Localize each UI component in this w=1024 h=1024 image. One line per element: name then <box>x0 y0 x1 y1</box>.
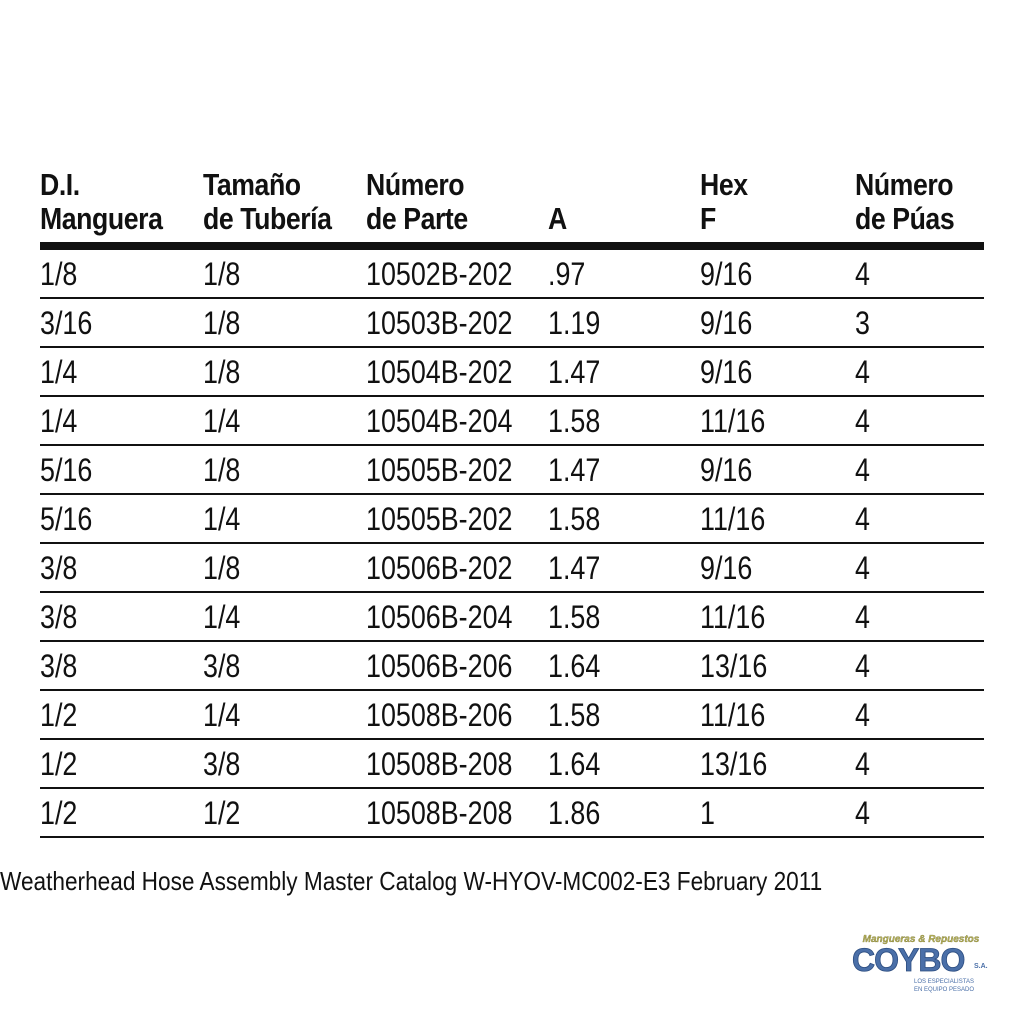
cell-hex-f: 9/16 <box>700 256 753 292</box>
table-row <box>40 495 984 544</box>
cell-part-number: 10508B-208 <box>366 746 513 782</box>
cell-barb-count: 4 <box>855 452 870 488</box>
cell-hose-id: 5/16 <box>40 501 93 537</box>
table-body <box>40 250 984 838</box>
cell-pipe-size: 1/4 <box>203 599 241 635</box>
cell-pipe-size: 3/8 <box>203 746 241 782</box>
cell-part-number: 10506B-204 <box>366 599 513 635</box>
table-row <box>40 593 984 642</box>
cell-part-number: 10505B-202 <box>366 452 513 488</box>
cell-barb-count: 3 <box>855 305 870 341</box>
coybo-logo <box>846 930 996 1000</box>
cell-part-number: 10505B-202 <box>366 501 513 537</box>
cell-hex-f: 9/16 <box>700 452 753 488</box>
catalog-caption: Weatherhead Hose Assembly Master Catalog W-HYOV-MC002-E3 February 2011 <box>0 866 823 896</box>
table-row <box>40 740 984 789</box>
svg-text:LOS ESPECIALISTAS: LOS ESPECIALISTAS <box>914 979 974 985</box>
cell-barb-count: 4 <box>855 256 870 292</box>
header-barb-count: Número de Púas <box>855 167 955 236</box>
cell-hose-id: 3/8 <box>40 648 78 684</box>
cell-hose-id: 1/2 <box>40 746 78 782</box>
cell-part-number: 10504B-202 <box>366 354 513 390</box>
cell-barb-count: 4 <box>855 697 870 733</box>
cell-pipe-size: 1/8 <box>203 354 241 390</box>
cell-hex-f: 11/16 <box>700 599 766 635</box>
cell-pipe-size: 1/2 <box>203 795 241 831</box>
cell-a: 1.86 <box>548 795 601 831</box>
cell-hex-f: 11/16 <box>700 403 766 439</box>
cell-part-number: 10504B-204 <box>366 403 513 439</box>
table-row <box>40 299 984 348</box>
header-part-number: Número de Parte <box>366 167 468 236</box>
fittings-table <box>40 160 984 838</box>
cell-a: 1.58 <box>548 403 601 439</box>
cell-hose-id: 3/8 <box>40 599 78 635</box>
cell-pipe-size: 3/8 <box>203 648 241 684</box>
header-hex-f: Hex F <box>700 167 748 236</box>
table-row <box>40 789 984 838</box>
cell-pipe-size: 1/8 <box>203 256 241 292</box>
cell-part-number: 10506B-202 <box>366 550 513 586</box>
cell-part-number: 10508B-208 <box>366 795 513 831</box>
svg-text:COYBO: COYBO <box>852 942 965 978</box>
table-row <box>40 348 984 397</box>
cell-barb-count: 4 <box>855 648 870 684</box>
cell-hose-id: 5/16 <box>40 452 93 488</box>
cell-pipe-size: 1/8 <box>203 305 241 341</box>
cell-a: 1.64 <box>548 648 601 684</box>
cell-barb-count: 4 <box>855 354 870 390</box>
cell-hose-id: 1/2 <box>40 795 78 831</box>
cell-a: 1.19 <box>548 305 601 341</box>
table-row <box>40 446 984 495</box>
header-pipe-size: Tamaño de Tubería <box>203 167 332 236</box>
cell-hex-f: 1 <box>700 795 715 831</box>
cell-barb-count: 4 <box>855 403 870 439</box>
cell-hose-id: 3/16 <box>40 305 93 341</box>
cell-hose-id: 1/4 <box>40 354 78 390</box>
table-row <box>40 691 984 740</box>
coybo-logo-graphic <box>846 930 996 1000</box>
cell-part-number: 10503B-202 <box>366 305 513 341</box>
cell-hose-id: 1/8 <box>40 256 78 292</box>
header-hose-id: D.I. Manguera <box>40 167 163 236</box>
cell-hex-f: 11/16 <box>700 501 766 537</box>
cell-hex-f: 13/16 <box>700 746 768 782</box>
cell-pipe-size: 1/8 <box>203 452 241 488</box>
cell-pipe-size: 1/8 <box>203 550 241 586</box>
cell-hex-f: 9/16 <box>700 354 753 390</box>
cell-a: 1.47 <box>548 452 601 488</box>
header-a: A <box>548 201 567 236</box>
cell-a: 1.58 <box>548 599 601 635</box>
cell-a: 1.58 <box>548 501 601 537</box>
cell-part-number: 10502B-202 <box>366 256 513 292</box>
cell-a: 1.64 <box>548 746 601 782</box>
cell-hose-id: 1/4 <box>40 403 78 439</box>
cell-hex-f: 11/16 <box>700 697 766 733</box>
cell-pipe-size: 1/4 <box>203 501 241 537</box>
cell-hose-id: 1/2 <box>40 697 78 733</box>
cell-hex-f: 13/16 <box>700 648 768 684</box>
table-row <box>40 250 984 299</box>
cell-pipe-size: 1/4 <box>203 403 241 439</box>
cell-barb-count: 4 <box>855 746 870 782</box>
table-row <box>40 642 984 691</box>
table-row <box>40 544 984 593</box>
svg-text:Mangueras & Repuestos: Mangueras & Repuestos <box>862 934 980 945</box>
cell-hex-f: 9/16 <box>700 550 753 586</box>
cell-barb-count: 4 <box>855 599 870 635</box>
cell-barb-count: 4 <box>855 501 870 537</box>
cell-part-number: 10508B-206 <box>366 697 513 733</box>
svg-text:EN EQUIPO PESADO: EN EQUIPO PESADO <box>913 987 975 993</box>
cell-barb-count: 4 <box>855 795 870 831</box>
cell-a: 1.58 <box>548 697 601 733</box>
cell-hex-f: 9/16 <box>700 305 753 341</box>
cell-a: 1.47 <box>548 354 601 390</box>
cell-part-number: 10506B-206 <box>366 648 513 684</box>
cell-a: 1.47 <box>548 550 601 586</box>
svg-text:S.A.: S.A. <box>974 963 988 970</box>
table-header-row <box>40 160 984 250</box>
cell-barb-count: 4 <box>855 550 870 586</box>
table-row <box>40 397 984 446</box>
cell-a: .97 <box>548 256 586 292</box>
cell-pipe-size: 1/4 <box>203 697 241 733</box>
cell-hose-id: 3/8 <box>40 550 78 586</box>
